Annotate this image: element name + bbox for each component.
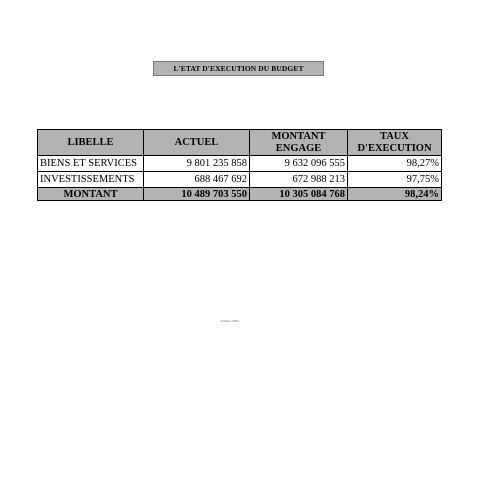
row-libelle: BIENS ET SERVICES (38, 156, 144, 172)
row-actuel: 688 467 692 (144, 172, 250, 188)
column-header-libelle-label: LIBELLE (67, 137, 114, 148)
table-header-row (38, 130, 442, 156)
column-header-actuel (144, 130, 250, 156)
total-actuel: 10 489 703 550 (144, 188, 250, 201)
footer-note: Janvier 2021 (221, 319, 239, 323)
row-libelle: INVESTISSEMENTS (38, 172, 144, 188)
column-header-montant-engage-line1: MONTANT (271, 131, 326, 142)
column-header-libelle (38, 130, 144, 156)
total-row (38, 188, 442, 201)
table-row (38, 156, 442, 172)
total-taux: 98,24% (348, 188, 442, 201)
row-montant-engage: 672 988 213 (250, 172, 348, 188)
row-taux: 97,75% (348, 172, 442, 188)
document-title: L'ETAT D'EXECUTION DU BUDGET (153, 61, 324, 76)
total-libelle: MONTANT (38, 188, 144, 201)
budget-execution-table (37, 129, 442, 201)
column-header-taux-line2: D'EXECUTION (357, 143, 432, 154)
column-header-actuel-label: ACTUEL (174, 137, 219, 148)
column-header-taux-line1: TAUX (380, 131, 409, 142)
row-taux: 98,27% (348, 156, 442, 172)
column-header-montant-engage-line2: ENGAGE (275, 143, 322, 154)
column-header-taux (348, 130, 442, 156)
row-actuel: 9 801 235 858 (144, 156, 250, 172)
row-montant-engage: 9 632 096 555 (250, 156, 348, 172)
total-montant-engage: 10 305 084 768 (250, 188, 348, 201)
table-row (38, 172, 442, 188)
column-header-montant-engage (250, 130, 348, 156)
